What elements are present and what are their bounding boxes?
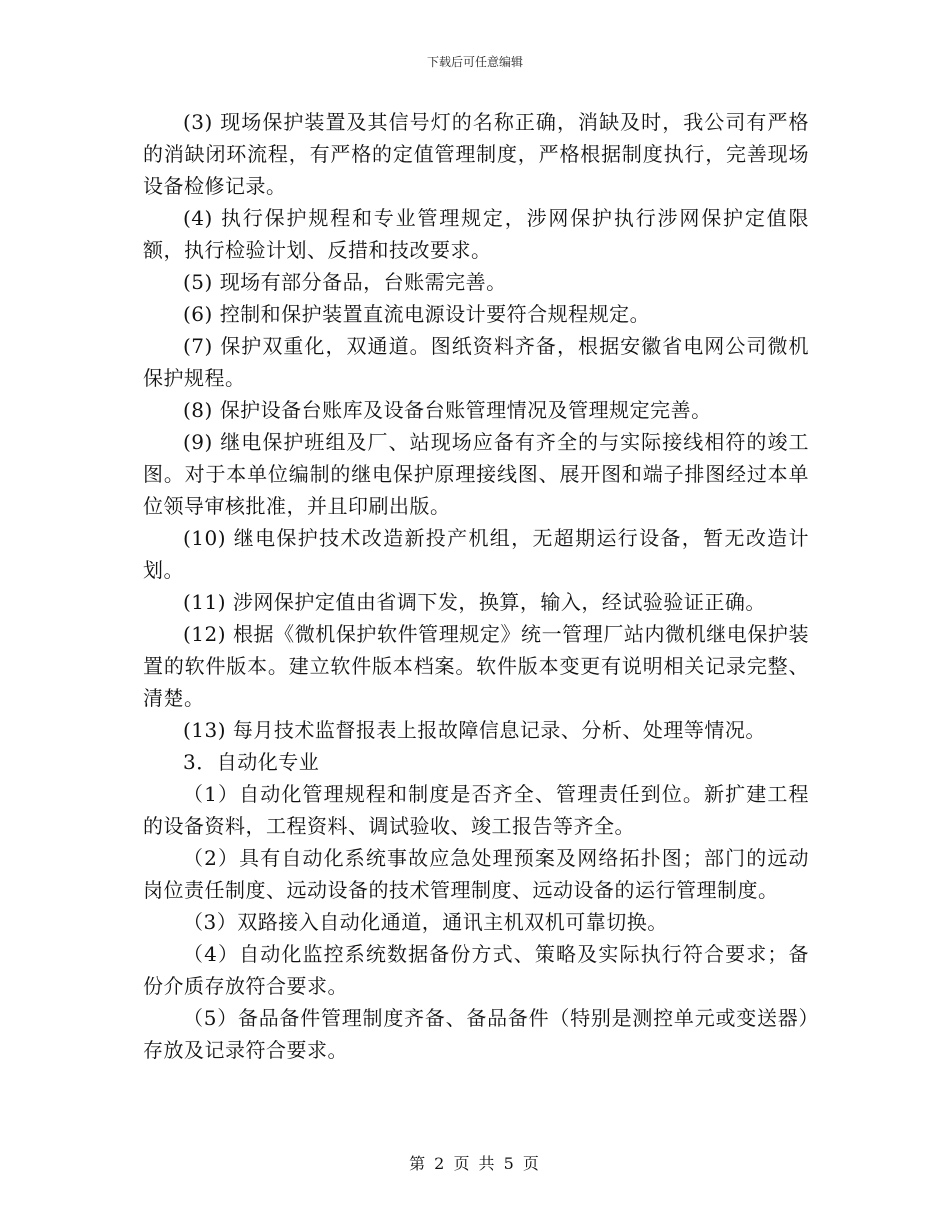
paragraph: (6) 控制和保护装置直流电源设计要符合规程规定。 — [183, 302, 651, 326]
page-header: 下载后可任意编辑 — [426, 55, 523, 69]
paragraph: （2）具有自动化系统事故应急处理预案及网络拓扑图；部门的远动岗位责任制度、远动设备的技术管理制度、远动设备的运行管理制度。 — [143, 846, 809, 902]
paragraph: （4）自动化监控系统数据备份方式、策略及实际执行符合要求；备份介质存放符合要求。 — [143, 942, 809, 998]
paragraph: (8) 保护设备台账库及设备台账管理情况及管理规定完善。 — [183, 398, 712, 422]
paragraph: （1）自动化管理规程和制度是否齐全、管理责任到位。新扩建工程的设备资料，工程资料、调试验收、竣工报告等齐全。 — [143, 782, 809, 838]
document-body — [143, 106, 809, 1066]
paragraph: (13) 每月技术监督报表上报故障信息记录、分析、处理等情况。 — [183, 718, 766, 742]
paragraph: (3) 现场保护装置及其信号灯的名称正确，消缺及时，我公司有严格的消缺闭环流程，有严格的定值管理制度，严格根据制度执行，完善现场设备检修记录。 — [143, 110, 809, 198]
paragraph: （3）双路接入自动化通道，通讯主机双机可靠切换。 — [183, 910, 668, 934]
paragraph: (10) 继电保护技术改造新投产机组，无超期运行设备，暂无改造计划。 — [143, 526, 809, 582]
page-number-footer: 第 2 页 共 5 页 — [409, 1154, 541, 1173]
paragraph: (7) 保护双重化，双通道。图纸资料齐备，根据安徽省电网公司微机保护规程。 — [143, 334, 809, 390]
paragraph: (12) 根据《微机保护软件管理规定》统一管理厂站内微机继电保护装置的软件版本。建立软件版本档案。软件版本变更有说明相关记录完整、清楚。 — [143, 622, 809, 710]
paragraph: (9) 继电保护班组及厂、站现场应备有齐全的与实际接线相符的竣工图。对于本单位编制的继电保护原理接线图、展开图和端子排图经过本单位领导审核批准，并且印刷出版。 — [143, 430, 809, 518]
section-heading: 3．自动化专业 — [183, 750, 320, 774]
paragraph: （5）备品备件管理制度齐备、备品备件（特别是测控单元或变送器）存放及记录符合要求。 — [143, 1006, 809, 1062]
paragraph: (4) 执行保护规程和专业管理规定，涉网保护执行涉网保护定值限额，执行检验计划、反措和技改要求。 — [143, 206, 809, 262]
paragraph: (5) 现场有部分备品，台账需完善。 — [183, 270, 507, 294]
paragraph: (11) 涉网保护定值由省调下发，换算，输入，经试验验证正确。 — [183, 590, 766, 614]
